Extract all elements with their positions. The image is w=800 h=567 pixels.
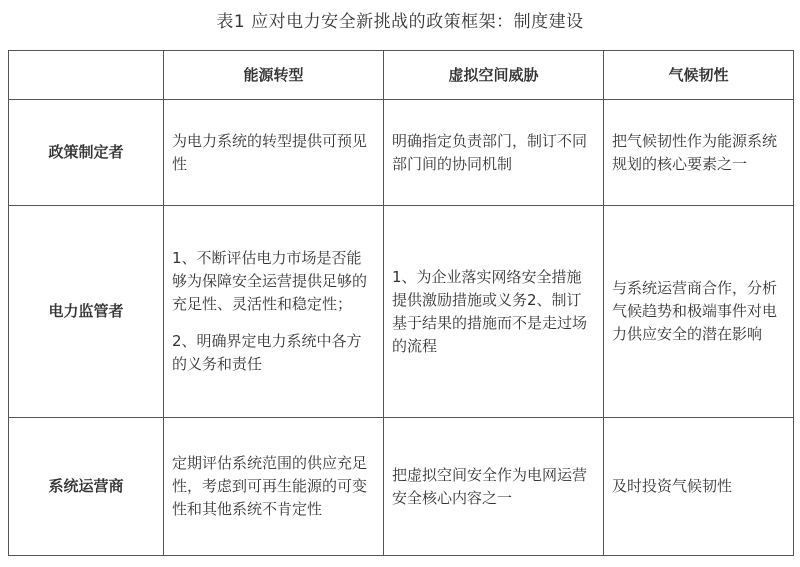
table-cell bbox=[604, 100, 794, 206]
table-row bbox=[9, 100, 794, 206]
table-cell bbox=[384, 418, 604, 556]
table-cell bbox=[384, 206, 604, 418]
header-climate-resilience: 气候韧性 bbox=[604, 51, 794, 100]
policy-framework-table bbox=[8, 50, 794, 556]
table-cell bbox=[604, 206, 794, 418]
cell-text: 2、明确界定电力系统中各方的义务和责任 bbox=[172, 332, 362, 373]
table-cell bbox=[164, 100, 384, 206]
table-cell bbox=[604, 418, 794, 556]
cell-text: 1、不断评估电力市场是否能够为保障安全运营提供足够的充足性、灵活性和稳定性； bbox=[172, 249, 368, 313]
header-corner bbox=[9, 51, 164, 100]
table-cell bbox=[384, 100, 604, 206]
header-energy-transition: 能源转型 bbox=[164, 51, 384, 100]
header-cyber-threat: 虚拟空间威胁 bbox=[384, 51, 604, 100]
table-row bbox=[9, 418, 794, 556]
table-row bbox=[9, 206, 794, 418]
row-label-policymakers: 政策制定者 bbox=[9, 100, 164, 206]
row-label-system-operators: 系统运营商 bbox=[9, 418, 164, 556]
cell-text: 明确指定负责部门，制订不同部门间的协同机制 bbox=[392, 131, 588, 173]
cell-text: 把气候韧性作为能源系统规划的核心要素之一 bbox=[612, 131, 778, 173]
cell-text: 及时投资气候韧性 bbox=[612, 477, 733, 495]
cell-text: 与系统运营商合作，分析气候趋势和极端事件对电力供应安全的潜在影响 bbox=[612, 279, 778, 343]
table-cell bbox=[164, 206, 384, 418]
cell-text: 为电力系统的转型提供可预见性 bbox=[172, 131, 368, 173]
cell-text: 把虚拟空间安全作为电网运营安全核心内容之一 bbox=[392, 465, 588, 507]
table-cell bbox=[164, 418, 384, 556]
row-label-regulators: 电力监管者 bbox=[9, 206, 164, 418]
header-row bbox=[9, 51, 794, 100]
table-title: 表1 应对电力安全新挑战的政策框架：制度建设 bbox=[216, 12, 584, 32]
cell-text: 定期评估系统范围的供应充足性，考虑到可再生能源的可变性和其他系统不肯定性 bbox=[172, 454, 368, 518]
cell-text: 1、为企业落实网络安全措施提供激励措施或义务2、制订基于结果的措施而不是走过场的流程 bbox=[392, 267, 588, 355]
